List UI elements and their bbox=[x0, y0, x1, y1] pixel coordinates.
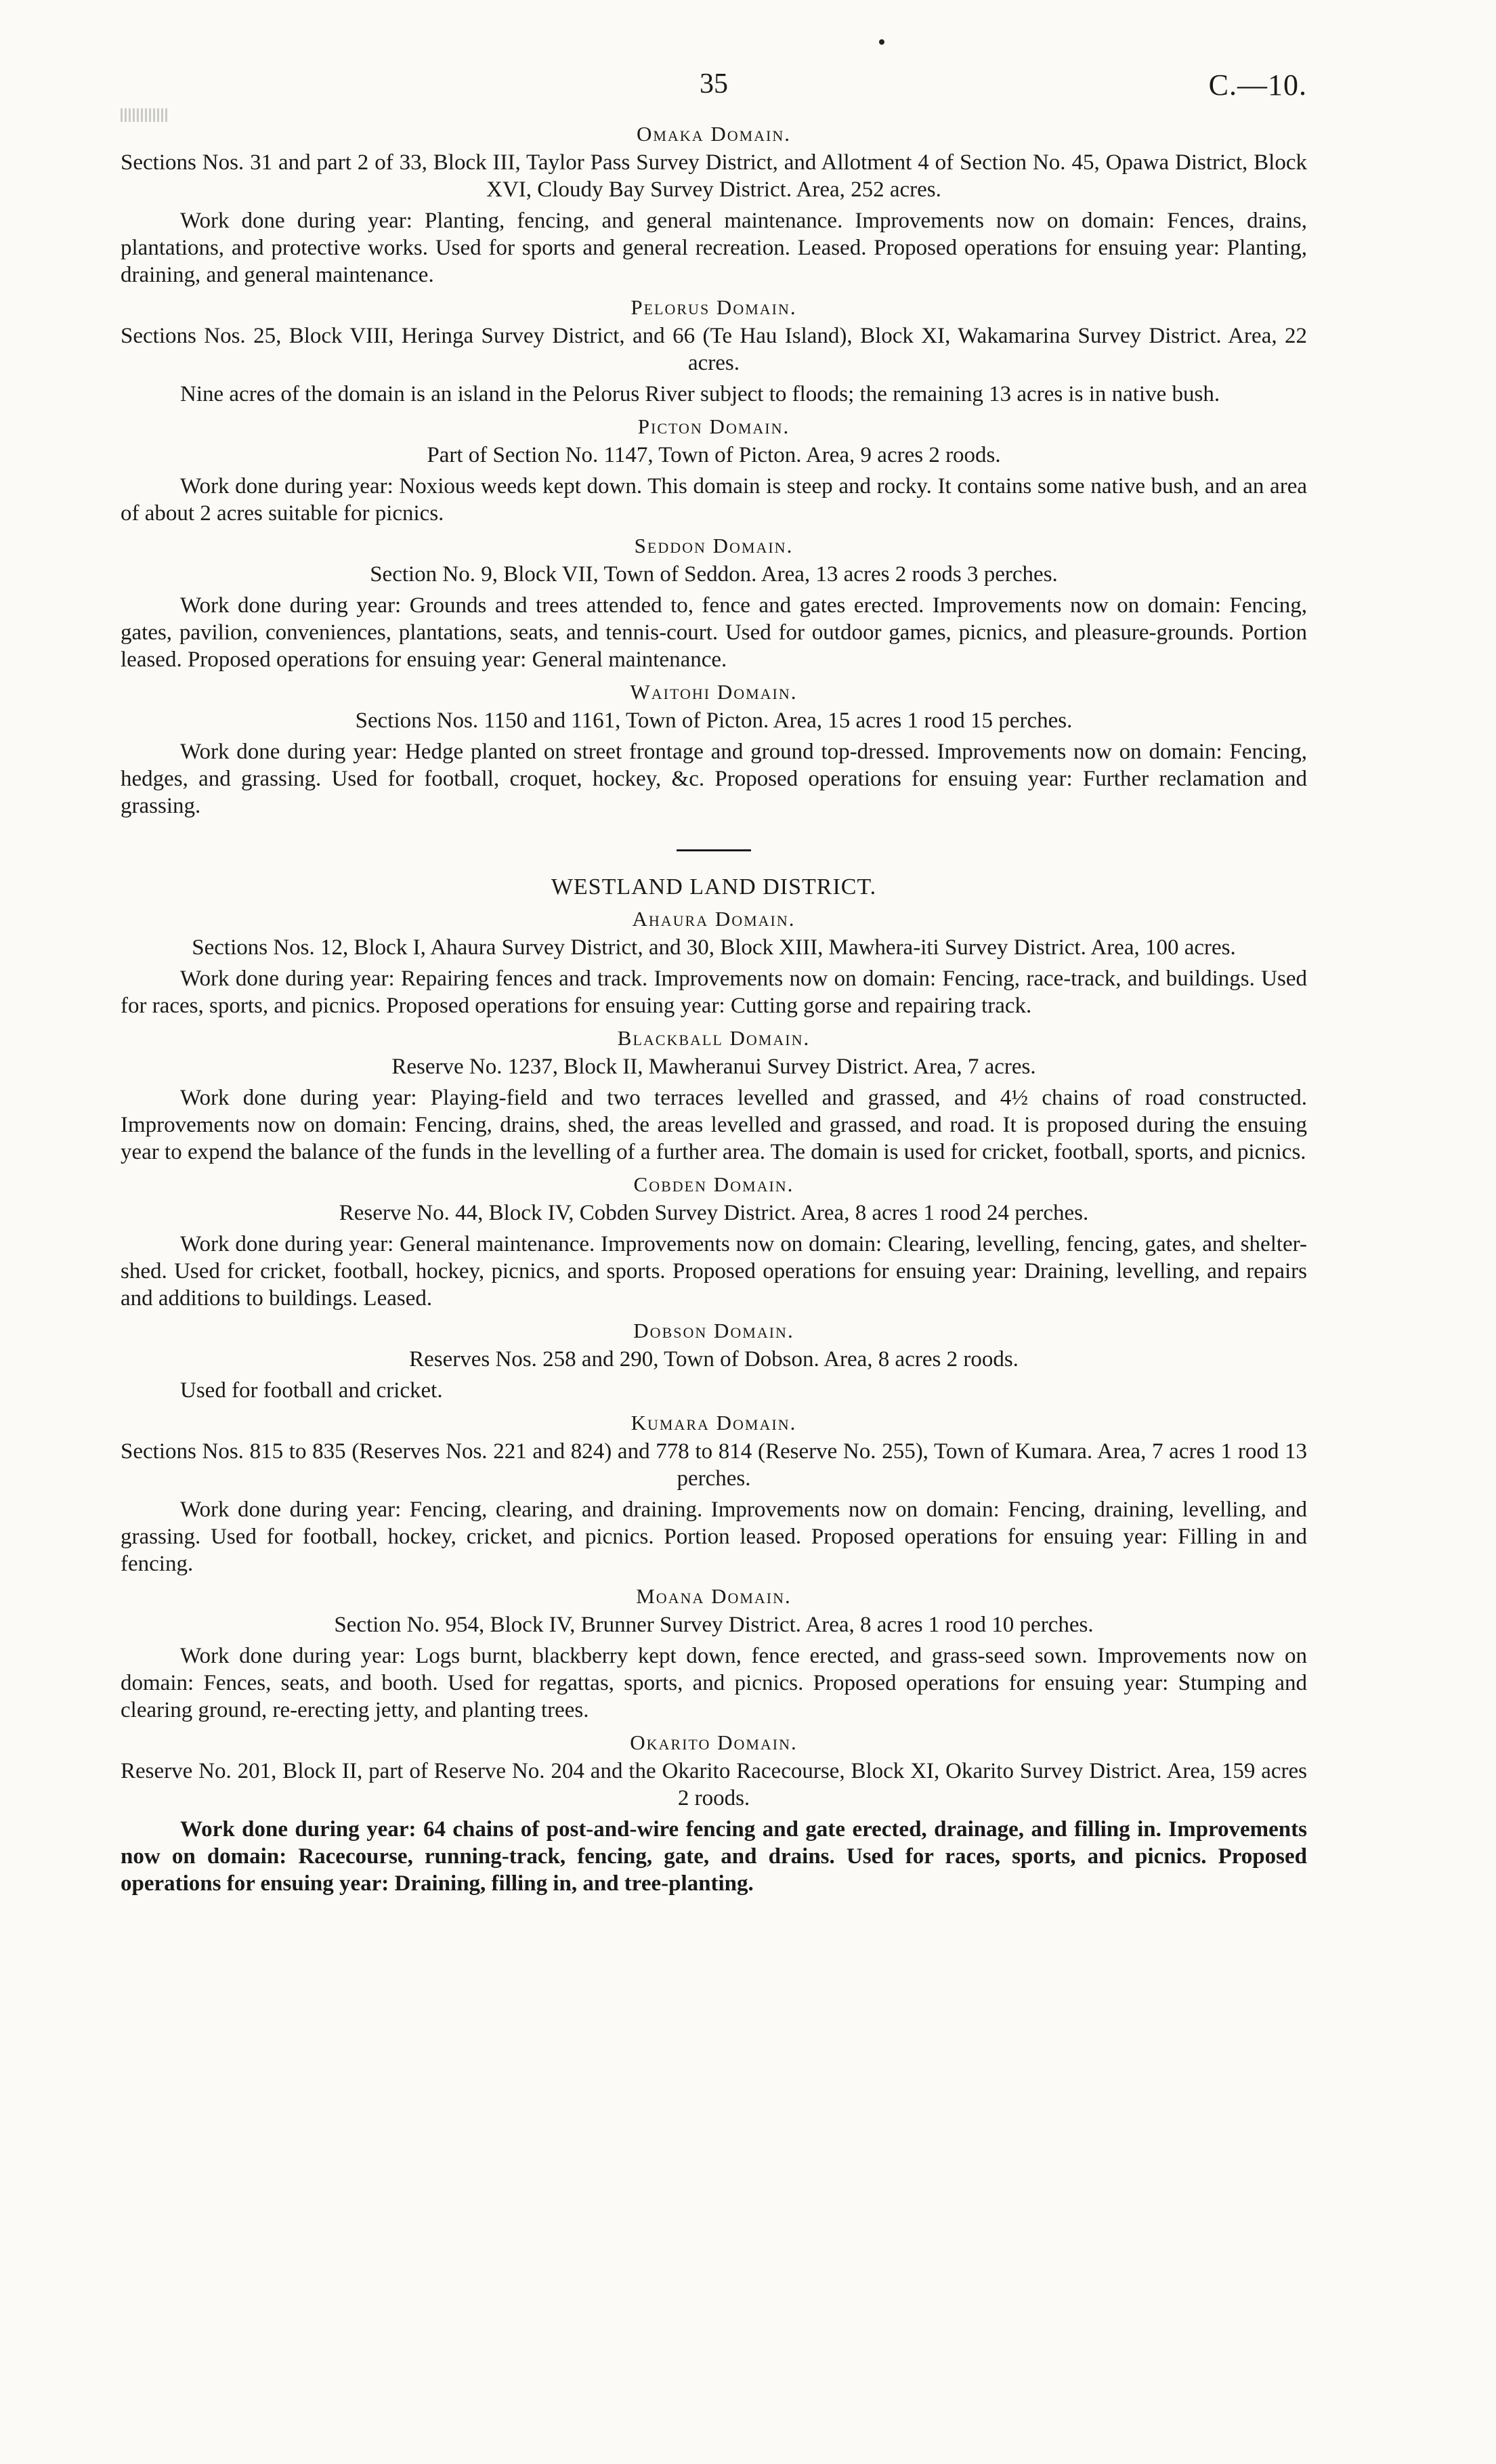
domain-section-blackball bbox=[121, 1026, 1307, 1166]
section-description: Section No. 954, Block IV, Brunner Survey District. Area, 8 acres 1 rood 10 perches. bbox=[334, 1613, 1094, 1637]
domain-section-cobden bbox=[121, 1172, 1307, 1312]
ink-dot bbox=[879, 39, 884, 45]
section-heading: Omaka Domain. bbox=[636, 122, 792, 146]
section-description: Sections Nos. 12, Block I, Ahaura Survey District, and 30, Block XIII, Mawhera-iti Survey District. Area, 100 acres. bbox=[192, 935, 1236, 960]
section-paragraph: Work done during year: Noxious weeds kept down. This domain is steep and rocky. It contains some native bush, and an area of about 2 acres suitable for picnics. bbox=[121, 474, 1307, 526]
section-paragraph: Work done during year: 64 chains of post-and-wire fencing and gate erected, drainage, and filling in. Improvements now on domain: Racecourse, running-track, fencing, gate, and drains. Used for races, sports, and picnics. Proposed operations for ensuing year: Draining, filling in, and tree-planting. bbox=[121, 1817, 1307, 1896]
section-heading: Moana Domain. bbox=[636, 1584, 792, 1608]
domain-section-dobson bbox=[121, 1319, 1307, 1404]
section-heading: Seddon Domain. bbox=[634, 534, 794, 557]
section-description: Reserve No. 1237, Block II, Mawheranui Survey District. Area, 7 acres. bbox=[391, 1055, 1036, 1079]
domain-section-omaka bbox=[121, 122, 1307, 289]
domain-section-waitohi bbox=[121, 680, 1307, 820]
section-description: Reserve No. 44, Block IV, Cobden Survey District. Area, 8 acres 1 rood 24 perches. bbox=[339, 1201, 1089, 1225]
page-number: 35 bbox=[700, 68, 728, 100]
domain-section-ahaura bbox=[121, 907, 1307, 1019]
section-paragraph: Work done during year: Fencing, clearing, and draining. Improvements now on domain: Fencing, draining, levelling, and grassing. Used for football, hockey, cricket, and picnics. Portion leased. Proposed operations for ensuing year: Filling in and fencing. bbox=[121, 1497, 1307, 1576]
section-heading: Blackball Domain. bbox=[617, 1026, 811, 1050]
section-paragraph: Work done during year: Logs burnt, blackberry kept down, fence erected, and grass-seed sown. Improvements now on domain: Fences, seats, and booth. Used for regattas, sports, and picnics. Proposed operations for ensuing year: Stumping and clearing ground, re-erecting jetty, and planting trees. bbox=[121, 1644, 1307, 1722]
domain-section-pelorus bbox=[121, 295, 1307, 408]
section-paragraph: Work done during year: General maintenance. Improvements now on domain: Clearing, levelling, fencing, gates, and shelter-shed. Used for cricket, football, hockey, picnics, and sports. Proposed operations for ensuing year: Draining, levelling, and repairs and additions to buildings. Leased. bbox=[121, 1232, 1307, 1311]
section-heading: Kumara Domain. bbox=[631, 1411, 797, 1435]
section-divider bbox=[677, 849, 751, 851]
section-heading: Waitohi Domain. bbox=[630, 680, 798, 704]
section-description: Section No. 9, Block VII, Town of Seddon. Area, 13 acres 2 roods 3 perches. bbox=[370, 562, 1058, 587]
section-paragraph: Work done during year: Planting, fencing, and general maintenance. Improvements now on domain: Fences, drains, plantations, and protective works. Used for sports and general recreation. Leased. Proposed operations for ensuing year: Planting, draining, and general maintenance. bbox=[121, 209, 1307, 287]
section-description: Sections Nos. 31 and part 2 of 33, Block III, Taylor Pass Survey District, and Allotment 4 of Section No. 45, Opawa District, Block XVI, Cloudy Bay Survey District. Area, 252 acres. bbox=[121, 150, 1307, 202]
section-paragraph: Work done during year: Hedge planted on street frontage and ground top-dressed. Improvements now on domain: Fencing, hedges, and grassing. Used for football, croquet, hockey, &c. Proposed operations for ensuing year: Further reclamation and grassing. bbox=[121, 740, 1307, 818]
section-description: Reserve No. 201, Block II, part of Reserve No. 204 and the Okarito Racecourse, Block XI, Okarito Survey District. Area, 159 acres 2 roods. bbox=[121, 1759, 1307, 1810]
document-page bbox=[121, 68, 1307, 1903]
section-description: Sections Nos. 815 to 835 (Reserves Nos. 221 and 824) and 778 to 814 (Reserve No. 255), Town of Kumara. Area, 7 acres 1 rood 13 perches. bbox=[121, 1439, 1307, 1491]
section-heading: Picton Domain. bbox=[637, 415, 790, 438]
page-header bbox=[121, 68, 1307, 115]
domain-section-seddon bbox=[121, 534, 1307, 673]
section-heading: Pelorus Domain. bbox=[631, 295, 797, 319]
section-description: Reserves Nos. 258 and 290, Town of Dobson. Area, 8 acres 2 roods. bbox=[409, 1347, 1019, 1372]
domain-section-okarito bbox=[121, 1730, 1307, 1897]
section-heading: Dobson Domain. bbox=[633, 1319, 794, 1342]
district-heading: WESTLAND LAND DISTRICT. bbox=[551, 874, 877, 899]
section-description: Part of Section No. 1147, Town of Picton. Area, 9 acres 2 roods. bbox=[427, 443, 1001, 467]
section-paragraph: Work done during year: Grounds and trees attended to, fence and gates erected. Improvements now on domain: Fencing, gates, pavilion, conveniences, plantations, seats, and tennis-court. Used for outdoor games, picnics, and pleasure-grounds. Portion leased. Proposed operations for ensuing year: General maintenance. bbox=[121, 593, 1307, 672]
section-description: Sections Nos. 25, Block VIII, Heringa Survey District, and 66 (Te Hau Island), Block XI, Wakamarina Survey District. Area, 22 acres. bbox=[121, 324, 1307, 375]
domain-section-moana bbox=[121, 1584, 1307, 1724]
section-heading: Ahaura Domain. bbox=[632, 907, 796, 931]
section-paragraph: Work done during year: Playing-field and two terraces levelled and grassed, and 4½ chains of road constructed. Improvements now on domain: Fencing, drains, shed, the areas levelled and grassed, and road. It is proposed during the ensuing year to expend the balance of the funds in the levelling of a further area. The domain is used for cricket, football, sports, and picnics. bbox=[121, 1086, 1307, 1164]
section-heading: Cobden Domain. bbox=[633, 1172, 794, 1196]
section-paragraph: Used for football and cricket. bbox=[180, 1378, 443, 1403]
domain-section-picton bbox=[121, 415, 1307, 527]
section-paragraph: Nine acres of the domain is an island in the Pelorus River subject to floods; the remaining 13 acres is in native bush. bbox=[180, 382, 1220, 406]
section-paragraph: Work done during year: Repairing fences and track. Improvements now on domain: Fencing, race-track, and buildings. Used for races, sports, and picnics. Proposed operations for ensuing year: Cutting gorse and repairing track. bbox=[121, 967, 1307, 1018]
paper-reference: C.—10. bbox=[1208, 68, 1307, 102]
ink-smudge bbox=[121, 108, 168, 122]
domain-section-kumara bbox=[121, 1411, 1307, 1577]
section-description: Sections Nos. 1150 and 1161, Town of Picton. Area, 15 acres 1 rood 15 perches. bbox=[355, 708, 1073, 733]
section-heading: Okarito Domain. bbox=[630, 1730, 798, 1754]
